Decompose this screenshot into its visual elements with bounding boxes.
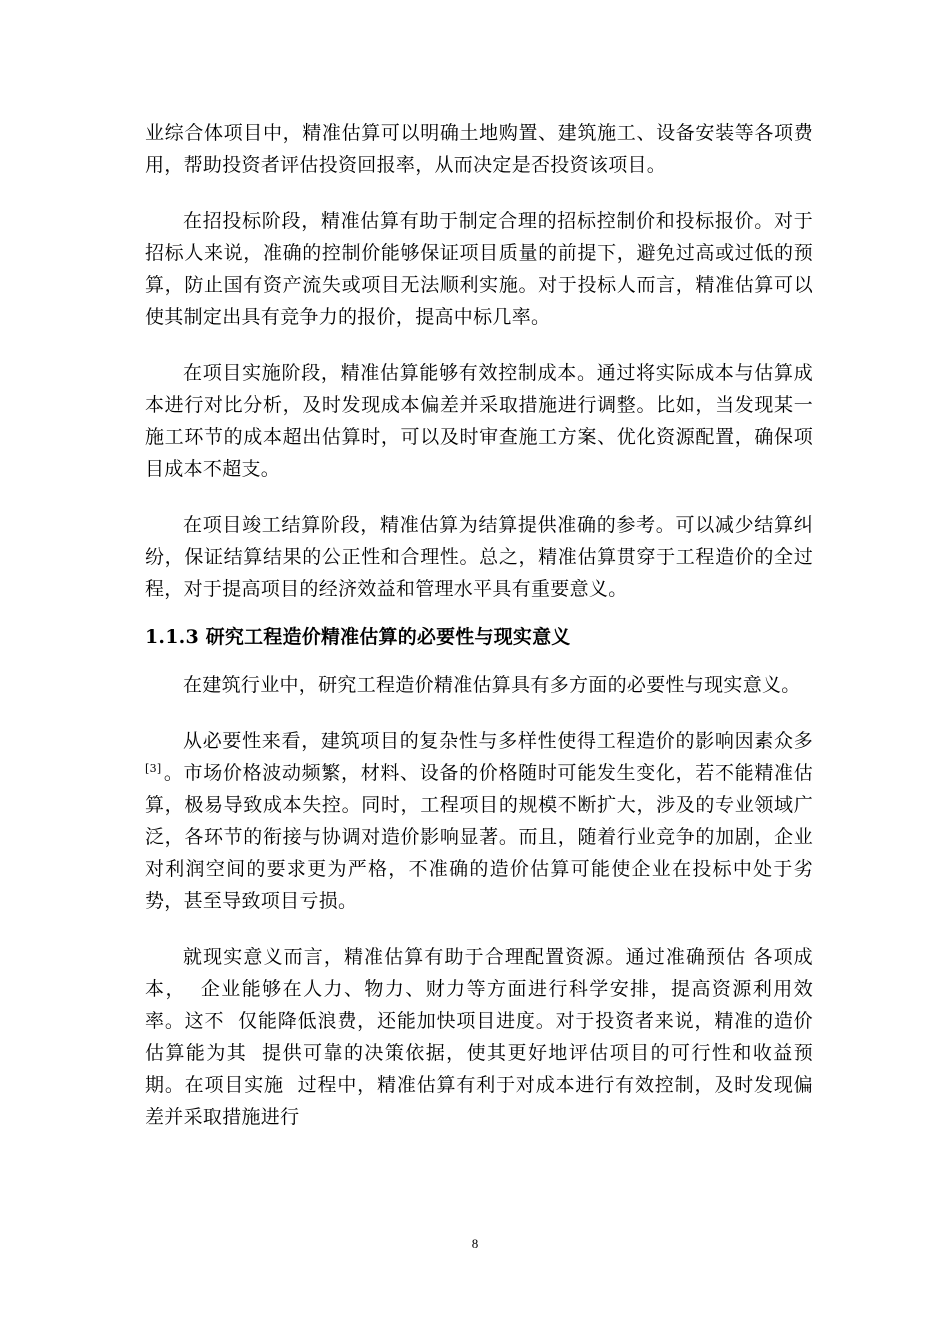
paragraph: 在招投标阶段，精准估算有助于制定合理的招标控制价和投标报价。对于招标人来说，准确的控制价能够保证项目质量的前提下，避免过高或过低的预算，防止国有资产流失或项目无法顺利实施。对于投标人而言，精准估算可以使其制定出具有竞争力的报价，提高中标几率。 — [145, 210, 813, 328]
page-content — [145, 117, 813, 1133]
paragraph-text: 从必要性来看，建筑项目的复杂性与多样性使得工程造价的影响因素众多 — [183, 730, 813, 752]
citation-reference: [3] — [145, 761, 162, 775]
paragraph: 就现实意义而言，精准估算有助于合理配置资源。通过准确预估 各项成本， 企业能够在人力、物力、财力等方面进行科学安排，提高资源利用效率。这不 仅能降低浪费，还能加快项目进度。对于投资者来说，精准的造价估算能为其 提供可靠的决策依据，使其更好地评估项目的可行性和收益预期。在项目实施 过程中，精准估算有利于对成本进行有效控制，及时发现偏差并采取措施进行 — [145, 946, 813, 1128]
paragraph-text: 。市场价格波动频繁，材料、设备的价格随时可能发生变化，若不能精准估算，极易导致成本失控。同时，工程项目的规模不断扩大，涉及的专业领域广泛，各环节的衔接与协调对造价影响显著。而且，随着行业竞争的加剧，企业对利润空间的要求更为严格，不准确的造价估算可能使企业在投标中处于劣势，甚至导致项目亏损。 — [145, 762, 813, 912]
paragraph — [145, 725, 813, 917]
page-number: 8 — [471, 1236, 479, 1251]
paragraph: 在项目实施阶段，精准估算能够有效控制成本。通过将实际成本与估算成本进行对比分析，及时发现成本偏差并采取措施进行调整。比如，当发现某一施工环节的成本超出估算时，可以及时审查施工方案、优化资源配置，确保项目成本不超支。 — [145, 362, 813, 480]
paragraph: 业综合体项目中，精准估算可以明确土地购置、建筑施工、设备安装等各项费用，帮助投资者评估投资回报率，从而决定是否投资该项目。 — [145, 122, 813, 176]
section-heading: 1.1.3 研究工程造价精准估算的必要性与现实意义 — [145, 626, 571, 648]
paragraph: 在项目竣工结算阶段，精准估算为结算提供准确的参考。可以减少结算纠纷，保证结算结果的公正性和合理性。总之，精准估算贯穿于工程造价的全过程，对于提高项目的经济效益和管理水平具有重要意义。 — [145, 514, 813, 600]
paragraph: 在建筑行业中，研究工程造价精准估算具有多方面的必要性与现实意义。 — [183, 674, 801, 696]
